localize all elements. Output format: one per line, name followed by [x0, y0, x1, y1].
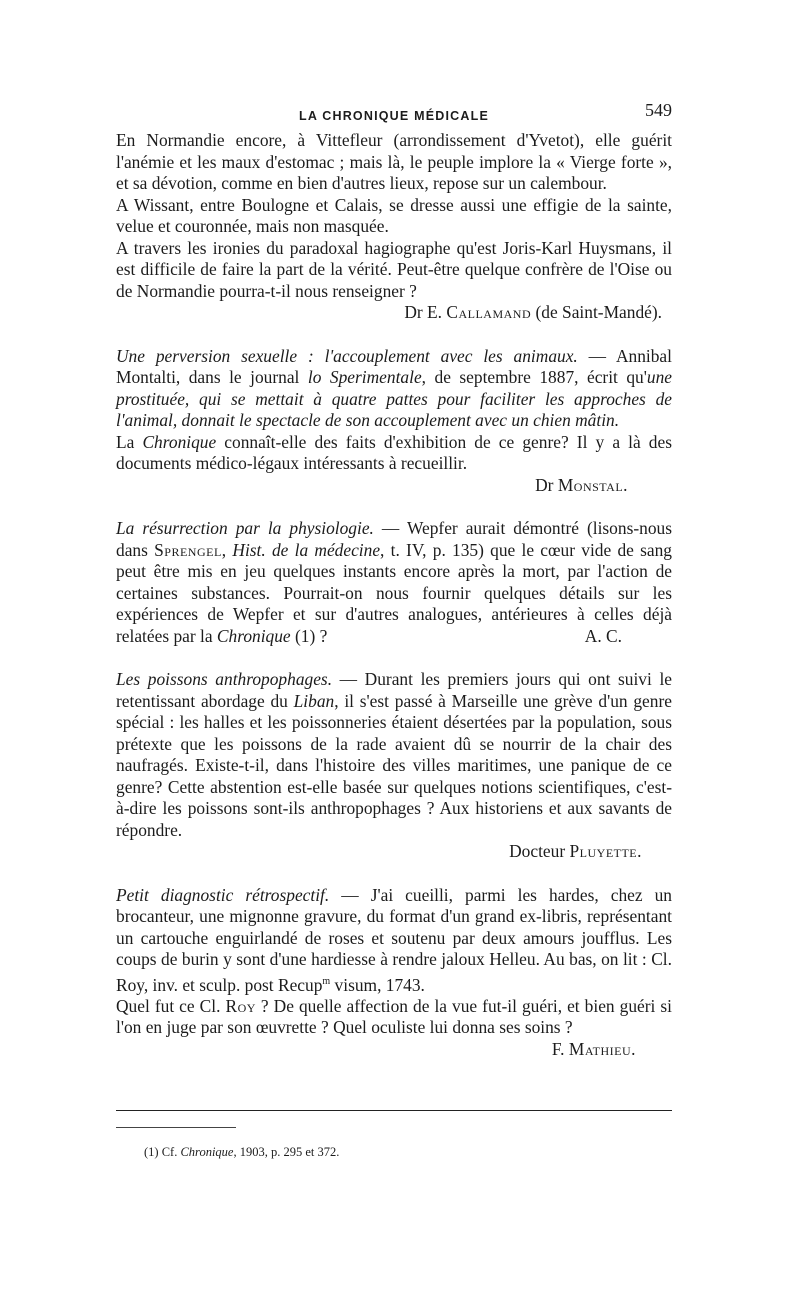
footnote-rule	[116, 1127, 236, 1128]
article-title: La résurrection par la physiologie.	[116, 518, 374, 538]
signature: F. Mathieu.	[551, 1038, 636, 1059]
signature-prefix: Dr E.	[404, 302, 447, 322]
paragraph: Petit diagnostic rétrospectif. — J'ai cueilli, parmi les hardes, chez un brocanteur, une mignonne gravure, du format d'un grand ex-libris, représentant un cartouche enguirlandé de roses et soutenu par deux amours joufflus. Les coups de burin y sont d'une hardiesse à rendre jaloux Helleu. Au bas, on lit : Cl. Roy, inv. et sculp. post Recup$^m$ visum, 1743.	[116, 884, 673, 995]
article-continuation	[116, 130, 672, 324]
footnote-divider	[116, 1110, 672, 1111]
journal-name: lo Sperimentale	[307, 367, 422, 387]
signature-name: Pluyette.	[569, 841, 642, 861]
paragraph: A travers les ironies du paradoxal hagiographe qu'est Joris-Karl Huysmans, il est difficile de faire la part de la vérité. Peut-être quelque confrère de l'Oise ou de Normandie pourra-t-il nous renseigner ?	[116, 237, 672, 301]
article-perversion	[116, 346, 672, 497]
paragraph: Quel fut ce Cl. Roy ? De quelle affection de la vue fut-il guéri, et bien guéri si l'on en juge par son œuvrette ? Quel oculiste lui donna ses soins ?	[116, 995, 672, 1038]
article-resurrection	[116, 518, 672, 647]
article-title: Une perversion sexuelle : l'accouplement avec les animaux.	[116, 345, 578, 366]
signature	[116, 302, 672, 324]
paragraph: Une perversion sexuelle : l'accouplement avec les animaux. — Annibal Montalti, dans le journal lo Sperimentale, de septembre 1887, écrit qu'une prostituée, qui se mettait à quatre pattes pour faciliter les approches de l'animal, donnait le spectacle de son accouplement avec un chien mâtin.	[116, 345, 673, 430]
article-poissons	[116, 669, 672, 863]
signature-suffix: (de Saint-Mandé).	[531, 302, 662, 322]
signature-name: Callamand	[446, 302, 532, 322]
paragraph: Les poissons anthropophages. — Durant les premiers jours qui ont suivi le retentissant abordage du Liban, il s'est passé à Marseille une grève d'un genre spécial : les halles et les poissonneries étaient désertées par la population, sous prétexte que les poissons de la rade avaient dû se nourrir de la chair des naufragés. Existe-t-il, dans l'histoire des villes maritimes, une panique de ce genre? Cette abstention est-elle basée sur quelques notions scientifiques, c'est-à-dire les poissons sont-ils anthropophages ? Aux historiens et aux savants de répondre.	[116, 669, 672, 840]
quote: une prostituée, qui se mettait à quatre pattes pour faciliter les approches de l'animal, donnait le spectacle de son accouplement avec un chien mâtin.	[116, 367, 673, 430]
signature: Dr Monstal.	[535, 474, 628, 495]
journal-title: LA CHRONIQUE MÉDICALE	[298, 109, 489, 123]
paragraph: La Chronique connaît-elle des faits d'exhibition de ce genre? Il y a là des documents médico-légaux intéressants à recueillir.	[116, 431, 672, 473]
paragraph: A Wissant, entre Boulogne et Calais, se dresse aussi une effigie de la sainte, velue et couronnée, mais non masquée.	[116, 194, 672, 236]
article-title: Les poissons anthropophages.	[116, 669, 333, 689]
paragraph: La résurrection par la physiologie. — Wepfer aurait démontré (lisons-nous dans Sprengel, Hist. de la médecine, t. IV, p. 135) que le cœur vide de sang peut être mis en jeu quelques instants encore après la mort, par l'action de certaines substances. Pourrait-on nous fournir quelques détails sur les expériences de Wepfer et sur d'autres analogues, antérieures à celles déjà relatées par la Chronique (1) ? A. C.	[116, 518, 672, 646]
page-number: 549	[645, 100, 672, 120]
paragraph: En Normandie encore, à Vittefleur (arrondissement d'Yvetot), elle guérit l'anémie et les maux d'estomac ; mais là, le peuple implore la « Vierge forte », et sa dévotion, comme en bien d'autres lieux, repose sur un calembour.	[116, 130, 672, 193]
signature-name: Mathieu.	[568, 1038, 636, 1059]
footnote: (1) Cf. Chronique, 1903, p. 295 et 372.	[144, 1145, 340, 1159]
signature: Docteur Pluyette.	[509, 841, 642, 861]
running-header	[116, 100, 672, 130]
signature-name: Monstal.	[557, 474, 628, 495]
signature: A. C.	[584, 625, 622, 646]
document-page	[116, 100, 673, 1159]
article-title: Petit diagnostic rétrospectif.	[116, 884, 330, 905]
article-diagnostic	[116, 885, 672, 1061]
